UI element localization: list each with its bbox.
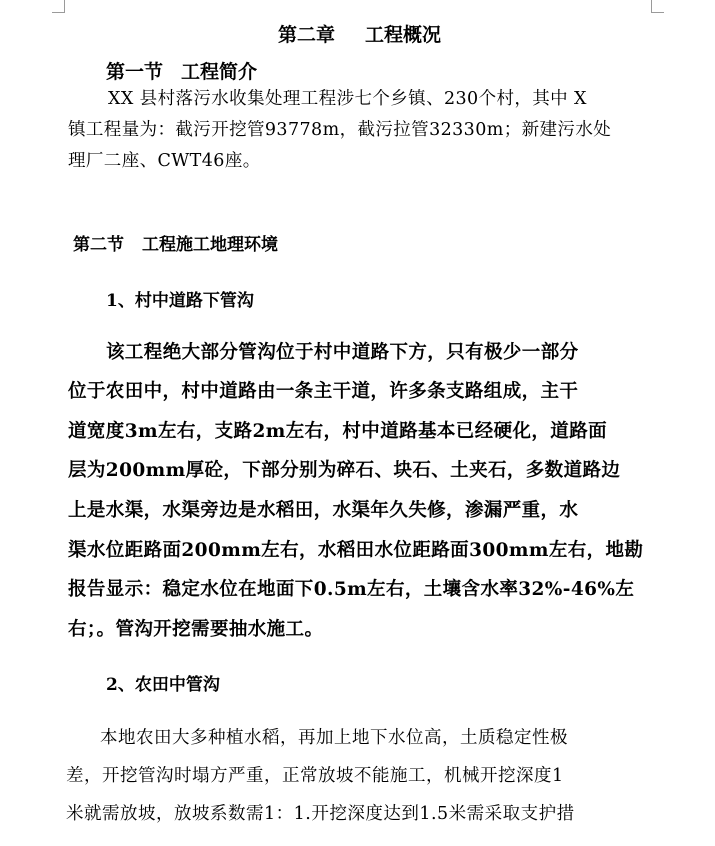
section-2-number: 第二节	[73, 235, 124, 255]
subsection-2-line: 本地农田大多种植水稻，再加上地下水位高，土质稳定性极	[100, 728, 568, 748]
subsection-1-line: 道宽度3m左右，支路2m左右，村中道路基本已经硬化，道路面	[68, 421, 607, 442]
subsection-1-line: 报告显示：稳定水位在地面下0.5m左右，土壤含水率32%-46%左	[68, 579, 635, 600]
section-1-line: XX 县村落污水收集处理工程涉七个乡镇、230个村，其中 X	[108, 89, 587, 109]
chapter-title	[278, 20, 441, 47]
chapter-number: 第二章	[278, 24, 336, 46]
section-2-title: 工程施工地理环境	[142, 235, 278, 255]
subsection-1-line: 层为200mm厚砼，下部分别为碎石、块石、土夹石，多数道路边	[68, 460, 621, 481]
crop-mark-top-right	[651, 0, 664, 13]
subsection-1-line: 该工程绝大部分管沟位于村中道路下方，只有极少一部分	[106, 342, 579, 363]
crop-mark-top-left	[52, 0, 65, 13]
subsection-1-line: 右；。管沟开挖需要抽水施工。	[68, 619, 324, 640]
section-1-title: 工程简介	[181, 61, 258, 83]
subsection-1-line: 渠水位距路面200mm左右，水稻田水位距路面300mm左右，地勘	[68, 540, 644, 561]
subsection-2-line: 米就需放坡，放坡系数需1：1.开挖深度达到1.5米需采取支护措	[66, 804, 575, 824]
subsection-2-line: 差，开挖管沟时塌方严重，正常放坡不能施工，机械开挖深度1	[66, 766, 564, 786]
subsection-1-line: 位于农田中，村中道路由一条主干道，许多条支路组成，主干	[68, 381, 579, 402]
subsection-1-line: 上是水渠，水渠旁边是水稻田，水渠年久失修，渗漏严重，水	[68, 500, 579, 521]
subsection-1-heading: 1、村中道路下管沟	[106, 291, 254, 311]
section-1-line: 镇工程量为：截污开挖管93778m，截污拉管32330m；新建污水处	[68, 120, 612, 140]
section-2-heading	[73, 230, 278, 255]
section-1-line: 理厂二座、CWT46座。	[68, 151, 261, 171]
subsection-2-heading: 2、农田中管沟	[106, 675, 220, 695]
section-1-heading	[106, 57, 257, 84]
chapter-name: 工程概况	[365, 24, 442, 46]
section-1-number: 第一节	[106, 61, 164, 83]
